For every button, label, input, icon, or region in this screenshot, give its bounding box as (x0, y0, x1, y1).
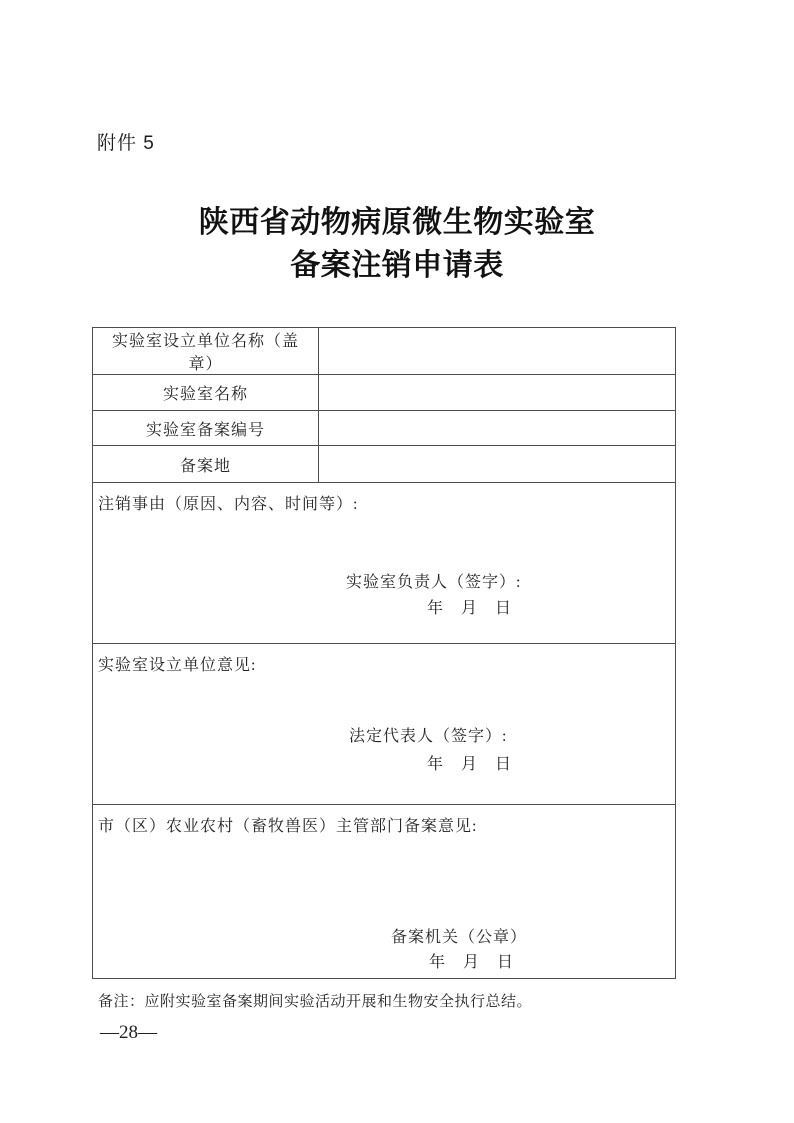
document-title (0, 201, 794, 287)
signature-line-lab-head: 实验室负责人（签字）: (346, 574, 522, 591)
document-title-line2: 备案注销申请表 (290, 249, 504, 282)
table-row (93, 411, 676, 446)
signature-line-filing-authority: 备案机关（公章） (391, 929, 528, 946)
section-heading-unit-opinion: 实验室设立单位意见: (98, 657, 257, 674)
table-row (93, 375, 676, 411)
row-label-lab-name: 实验室名称 (93, 375, 319, 411)
date-line-lab-head: 年 月 日 (427, 600, 513, 617)
signature-line-legal-representative: 法定代表人（签字）: (349, 728, 508, 745)
application-form-table (92, 327, 676, 979)
section-cancellation-reason (93, 483, 676, 644)
row-label-filing-number: 实验室备案编号 (93, 411, 319, 446)
document-title-line1: 陕西省动物病原微生物实验室 (198, 206, 596, 239)
attachment-label: 附件 5 (97, 133, 155, 154)
row-value-filing-number (319, 411, 676, 446)
section-heading-cancellation-reason: 注销事由（原因、内容、时间等）: (98, 496, 359, 513)
footer-note: 备注：应附实验室备案期间实验活动开展和生物安全执行总结。 (98, 994, 533, 1010)
table-row (93, 446, 676, 483)
row-value-filing-place (319, 446, 676, 483)
date-line-filing-authority: 年 月 日 (429, 954, 515, 971)
section-authority-opinion (93, 805, 676, 979)
row-label-filing-place: 备案地 (93, 446, 319, 483)
section-heading-authority-opinion: 市（区）农业农村（畜牧兽医）主管部门备案意见: (98, 818, 478, 835)
section-unit-opinion (93, 644, 676, 805)
table-row (93, 328, 676, 375)
row-value-unit-name (319, 328, 676, 375)
row-value-lab-name (319, 375, 676, 411)
row-label-unit-name: 实验室设立单位名称（盖章） (93, 328, 319, 375)
page-number: —28— (100, 1022, 157, 1043)
date-line-legal-representative: 年 月 日 (427, 756, 513, 773)
